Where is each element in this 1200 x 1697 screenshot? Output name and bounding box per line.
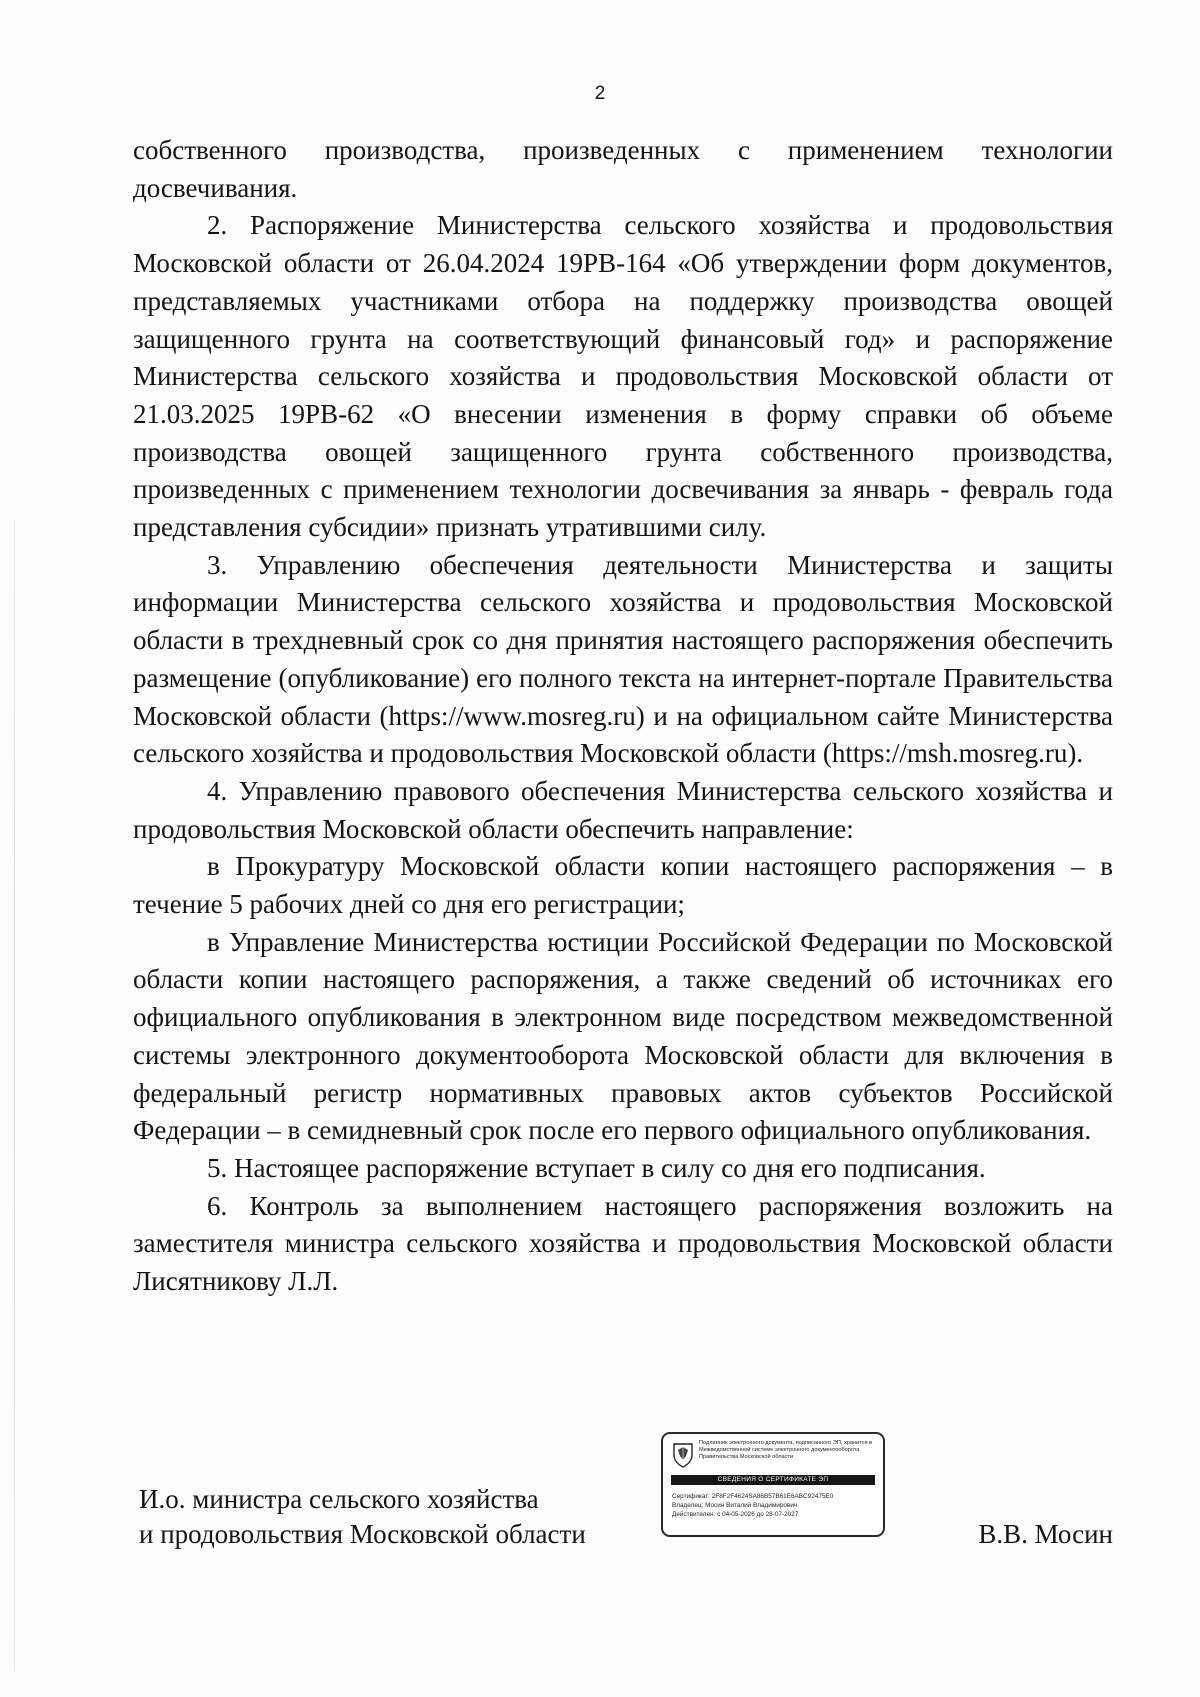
stamp-header-text: Подлинник электронного документа, подписанного ЭП, хранится в Межведомственной системе электронного документооборота Правительства Московской области bbox=[699, 1440, 873, 1460]
paragraph-item-2: 2. Распоряжение Министерства сельского хозяйства и продовольствия Московской области от 26.04.2024 19РВ-164 «Об утверждении форм документов, представляемых участниками отбора на поддержку производства овощей защищенного грунта на соответствующий финансовый год» и распоряжение Министерства сельского хозяйства и продовольствия Московской области от 21.03.2025 19РВ-62 «О внесении изменения в форму справки об объеме производства овощей защищенного грунта собственного производства, произведенных с применением технологии досвечивания за январь - февраль года представления субсидии» признать утратившими силу. bbox=[133, 210, 1113, 543]
electronic-signature-stamp bbox=[661, 1432, 885, 1537]
paragraph-item-4-prosecutor: в Прокуратуру Московской области копии настоящего распоряжения – в течение 5 рабочих дней со дня его регистрации; bbox=[133, 851, 1113, 920]
paragraph-item-6: 6. Контроль за выполнением настоящего распоряжения возложить на заместителя министра сельского хозяйства и продовольствия Московской области Лисятникову Л.Л. bbox=[133, 1190, 1113, 1297]
signatory-position bbox=[139, 1482, 586, 1552]
paragraph-continuation: собственного производства, произведенных с применением технологии досвечивания. bbox=[133, 135, 1113, 203]
signatory-position-line-1: И.о. министра сельского хозяйства bbox=[139, 1484, 539, 1514]
document-body bbox=[133, 132, 1113, 1301]
coat-of-arms-icon bbox=[672, 1442, 694, 1468]
stamp-owner: Владелец: Мосин Виталий Владимирович bbox=[672, 1502, 798, 1509]
stamp-certificate-bar: СВЕДЕНИЯ О СЕРТИФИКАТЕ ЭП bbox=[671, 1475, 875, 1485]
signatory-position-line-2: и продовольствия Московской области bbox=[139, 1519, 586, 1549]
page-number: 2 bbox=[594, 83, 606, 104]
paragraph-item-4: 4. Управлению правового обеспечения Министерства сельского хозяйства и продовольствия Московской области обеспечить направление: bbox=[133, 775, 1113, 844]
stamp-validity: Действителен: с 04-05-2026 до 28-07-2027 bbox=[672, 1511, 799, 1518]
signatory-name: В.В. Мосин bbox=[978, 1519, 1113, 1549]
signature-block bbox=[133, 1482, 1113, 1592]
paragraph-item-4-justice: в Управление Министерства юстиции Российской Федерации по Московской области копии настоящего распоряжения, а также сведений об источниках его официального опубликования в электронном виде посредством межведомственной системы электронного документооборота Московской области для включения в федеральный регистр нормативных правовых актов субъектов Российской Федерации – в семидневный срок после его первого официального опубликования. bbox=[133, 926, 1113, 1146]
paragraph-item-5: 5. Настоящее распоряжение вступает в силу со дня его подписания. bbox=[207, 1152, 986, 1183]
stamp-certificate-number: Сертификат: 2F8F2F4624SA86B57B61E6ABC92475E0 bbox=[672, 1493, 834, 1500]
paragraph-item-3: 3. Управлению обеспечения деятельности Министерства и защиты информации Министерства сельского хозяйства и продовольствия Московской области в трехдневный срок со дня принятия настоящего распоряжения обеспечить размещение (опубликование) его полного текста на интернет-портале Правительства Московской области (https://www.mosreg.ru) и на официальном сайте Министерства сельского хозяйства и продовольствия Московской области (https://msh.mosreg.ru). bbox=[133, 549, 1113, 769]
stamp-certificate-details bbox=[672, 1492, 877, 1519]
scan-edge-line bbox=[14, 520, 15, 1670]
